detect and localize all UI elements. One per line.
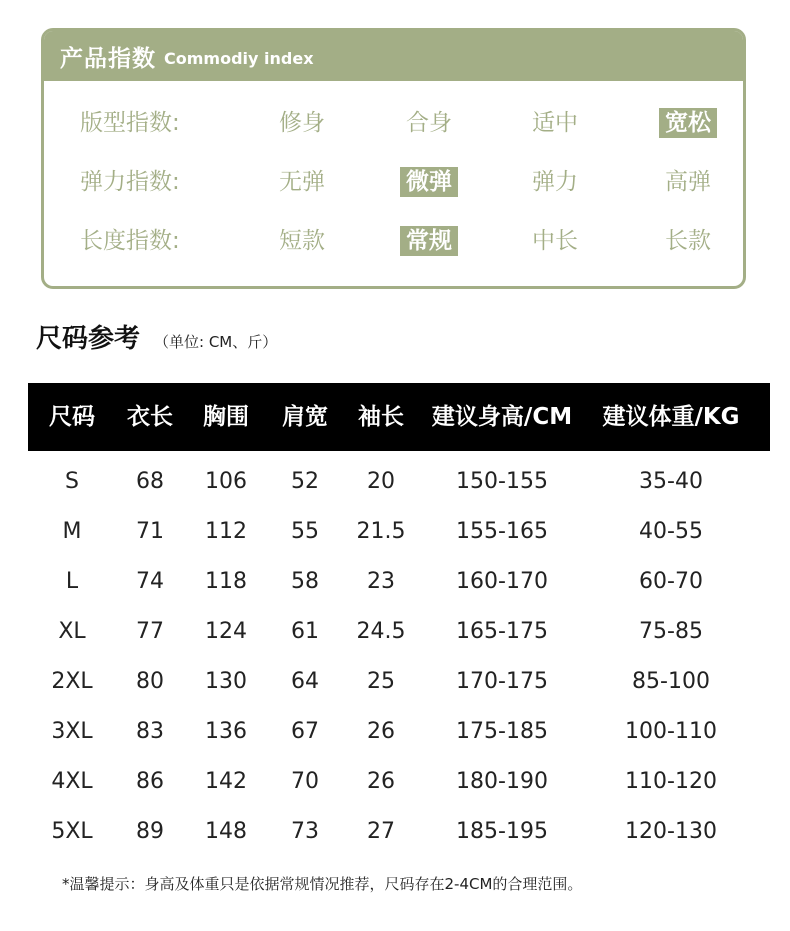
index-option-label: 常规 [400,226,458,256]
table-cell: 24.5 [356,619,406,644]
table-cell: 124 [205,619,247,644]
size-table-column-header: 胸围 [203,404,249,430]
table-cell: 142 [205,769,247,794]
table-cell: 180-190 [456,769,548,794]
table-cell: 155-165 [456,519,548,544]
table-cell: 67 [291,719,319,744]
index-option-label: 无弹 [279,169,325,195]
index-row-label: 弹力指数: [80,169,180,195]
table-cell: 160-170 [456,569,548,594]
table-cell: 71 [136,519,164,544]
index-option-label: 弹力 [532,169,578,195]
index-row-label: 版型指数: [80,110,180,136]
size-table-header [28,383,770,451]
table-row [0,757,790,807]
table-cell: 112 [205,519,247,544]
table-cell: 26 [367,769,395,794]
table-cell: 40-55 [639,519,703,544]
table-cell: 110-120 [625,769,717,794]
index-option-label: 长款 [665,228,711,254]
size-chart-heading [36,318,277,355]
table-cell: 35-40 [639,469,703,494]
index-row-label: 长度指数: [80,228,180,254]
table-cell: 2XL [51,669,93,694]
index-option-selected [379,221,479,261]
table-cell: 185-195 [456,819,548,844]
table-cell: 100-110 [625,719,717,744]
table-cell: 55 [291,519,319,544]
table-cell: 77 [136,619,164,644]
size-chart-title: 尺码参考 [36,324,141,354]
table-cell: 86 [136,769,164,794]
table-cell: 3XL [51,719,93,744]
panel-title-en: Commodiy index [164,49,314,68]
table-cell: 26 [367,719,395,744]
table-cell: 25 [367,669,395,694]
index-option [505,103,605,143]
table-cell: 120-130 [625,819,717,844]
table-cell: 27 [367,819,395,844]
table-cell: 175-185 [456,719,548,744]
table-cell: 118 [205,569,247,594]
table-cell: 85-100 [632,669,710,694]
index-option [638,221,738,261]
table-cell: 52 [291,469,319,494]
index-option-label: 微弹 [400,167,458,197]
index-option-label: 修身 [279,110,325,136]
table-row [0,607,790,657]
table-cell: 89 [136,819,164,844]
panel-header [44,31,743,81]
index-option [638,162,738,202]
table-cell: 70 [291,769,319,794]
table-cell: 74 [136,569,164,594]
size-table-column-header: 尺码 [49,404,95,430]
index-option-label: 宽松 [659,108,717,138]
index-option-label: 中长 [532,228,578,254]
table-cell: 20 [367,469,395,494]
index-option [252,162,352,202]
index-option-label: 适中 [532,110,578,136]
index-row [44,103,743,143]
table-cell: L [65,569,79,594]
size-table-column-header: 衣长 [127,404,173,430]
commodity-index-panel [41,28,746,289]
index-option [505,162,605,202]
table-cell: 83 [136,719,164,744]
size-table-column-header: 袖长 [358,404,404,430]
table-cell: 130 [205,669,247,694]
table-cell: 73 [291,819,319,844]
table-cell: M [62,519,82,544]
index-option-label: 合身 [406,110,452,136]
index-option [252,103,352,143]
size-table-column-header: 建议身高/CM [431,404,573,430]
table-cell: 106 [205,469,247,494]
size-table-column-header: 肩宽 [282,404,328,430]
table-cell: 80 [136,669,164,694]
table-cell: 21.5 [356,519,406,544]
table-cell: 61 [291,619,319,644]
index-row [44,221,743,261]
table-cell: 150-155 [456,469,548,494]
table-cell: 68 [136,469,164,494]
table-row [0,707,790,757]
table-row [0,657,790,707]
table-cell: XL [58,619,86,644]
table-cell: 58 [291,569,319,594]
panel-title-cn: 产品指数 [60,45,156,72]
index-option-label: 短款 [279,228,325,254]
index-option-label: 高弹 [665,169,711,195]
table-row [0,457,790,507]
table-row [0,557,790,607]
table-cell: S [65,469,79,494]
table-cell: 5XL [51,819,93,844]
table-cell: 170-175 [456,669,548,694]
index-option-selected [379,162,479,202]
table-cell: 136 [205,719,247,744]
table-row [0,507,790,557]
table-cell: 23 [367,569,395,594]
table-cell: 165-175 [456,619,548,644]
footnote: *温馨提示：身高及体重只是依据常规情况推荐，尺码存在2-4CM的合理范围。 [62,875,583,893]
table-cell: 148 [205,819,247,844]
index-option-selected [638,103,738,143]
table-cell: 75-85 [639,619,703,644]
table-cell: 64 [291,669,319,694]
index-option [505,221,605,261]
size-chart-unit: （单位: CM、斤） [154,333,278,351]
index-option [379,103,479,143]
table-row [0,807,790,857]
index-option [252,221,352,261]
index-row [44,162,743,202]
size-table-column-header: 建议体重/KG [602,404,740,430]
table-cell: 4XL [51,769,93,794]
table-cell: 60-70 [639,569,703,594]
